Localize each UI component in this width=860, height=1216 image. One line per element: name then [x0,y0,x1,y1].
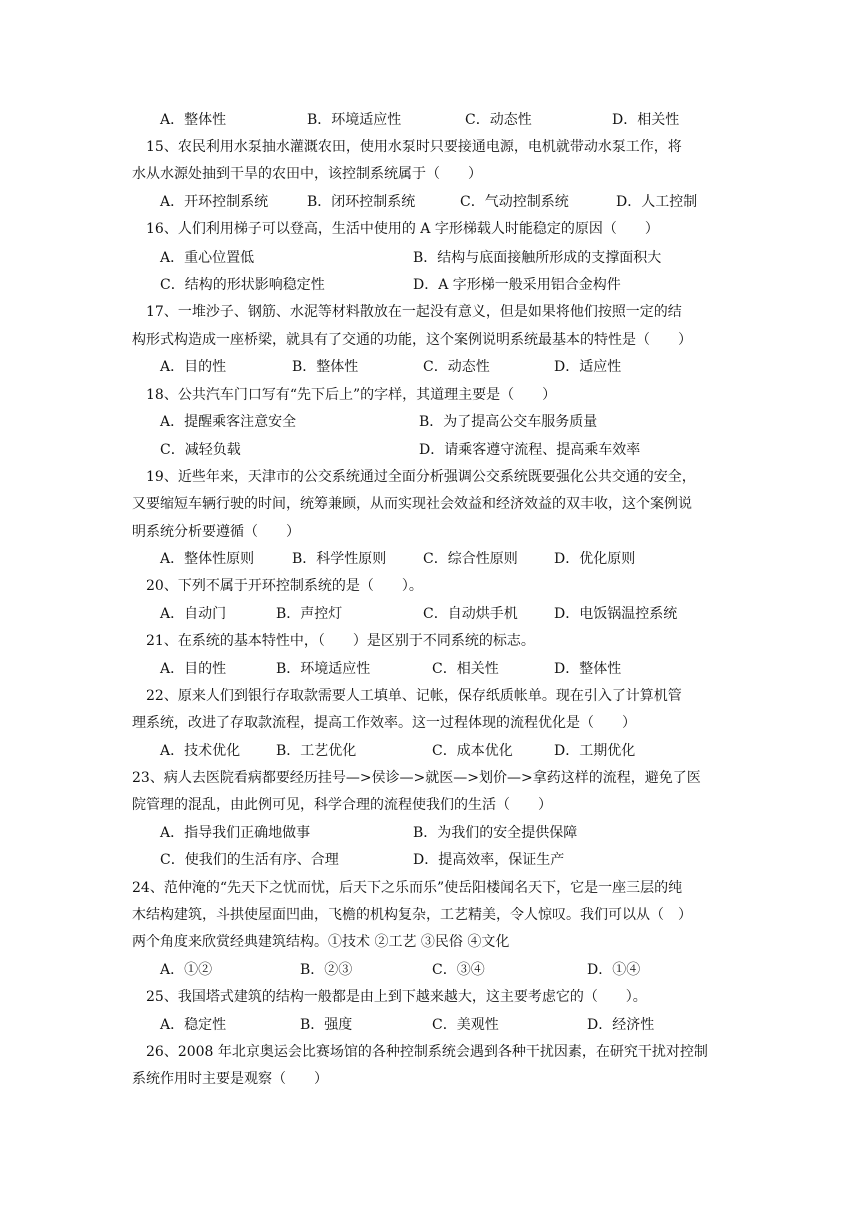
answer-option: D．经济性 [587,1017,655,1033]
answer-option: D．电饭锅温控系统 [554,606,678,622]
answer-option: A．目的性 [160,661,227,677]
question-text-line: 24、范仲淹的“先天下之忧而忧，后天下之乐而乐”使岳阳楼闻名天下，它是一座三层的纯 [132,880,683,896]
answer-option: B．强度 [300,1017,353,1033]
answer-option: A．开环控制系统 [160,194,269,210]
answer-option: B．声控灯 [276,606,343,622]
answer-option: D．人工控制 [616,194,698,210]
answer-option: D．工期优化 [554,743,636,759]
answer-option: A．目的性 [160,359,227,375]
answer-option: B．为了提高公交车服务质量 [419,414,598,430]
answer-option: B．②③ [300,962,353,978]
answer-option: C．气动控制系统 [460,194,569,210]
answer-option: B．科学性原则 [292,551,387,567]
answer-option: C．结构的形状影响稳定性 [160,277,325,293]
question-text-line: 18、公共汽车门口写有“先下后上”的字样，其道理主要是（ ） [146,387,557,403]
answer-option: B．环境适应性 [307,112,402,128]
answer-option: B．闭环控制系统 [307,194,416,210]
answer-option: A．①② [160,962,213,978]
answer-option: D．优化原则 [554,551,636,567]
answer-option: B．为我们的安全提供保障 [413,825,578,841]
question-text-line: 19、近些年来，天津市的公交系统通过全面分析强调公交系统既要强化公共交通的安全， [146,469,696,485]
answer-option: D．①④ [587,962,641,978]
answer-option: C．相关性 [432,661,499,677]
question-text-line: 木结构建筑，斗拱使屋面凹曲，飞檐的机构复杂，工艺精美，令人惊叹。我们可以从（ ） [132,907,692,923]
answer-option: B．工艺优化 [276,743,357,759]
question-text-line: 23、病人去医院看病都要经历挂号—>侯诊—>就医—>划价—>拿药这样的流程，避免了医 [132,770,701,786]
question-text-line: 院管理的混乱，由此例可见，科学合理的流程使我们的生活（ ） [132,797,552,813]
answer-option: A．稳定性 [160,1017,227,1033]
answer-option: C．使我们的生活有序、合理 [160,852,339,868]
answer-option: C．综合性原则 [423,551,518,567]
question-text-line: 17、一堆沙子、钢筋、水泥等材料散放在一起没有意义，但是如果将他们按照一定的结 [146,304,682,320]
answer-option: B．环境适应性 [276,661,371,677]
answer-option: C．减轻负载 [160,442,241,458]
answer-option: D．整体性 [554,661,622,677]
question-text-line: 明系统分析要遵循（ ） [132,524,300,540]
question-text-line: 又要缩短车辆行驶的时间，统筹兼顾，从而实现社会效益和经济效益的双丰收，这个案例说 [132,496,692,512]
answer-option: C．动态性 [423,359,490,375]
answer-option: A．整体性 [160,112,227,128]
answer-option: B．整体性 [292,359,359,375]
answer-option: D．适应性 [554,359,622,375]
answer-option: D．相关性 [612,112,680,128]
question-text-line: 22、原来人们到银行存取款需要人工填单、记帐，保存纸质帐单。现在引入了计算机管 [146,688,682,704]
answer-option: A．指导我们正确地做事 [160,825,311,841]
answer-option: A．整体性原则 [160,551,255,567]
question-text-line: 25、我国塔式建筑的结构一般都是由上到下越来越大，这主要考虑它的（ ）。 [146,989,647,1005]
question-text-line: 两个角度来欣赏经典建筑结构。①技术 ②工艺 ③民俗 ④文化 [132,934,510,950]
question-text-line: 构形式构造成一座桥梁，就具有了交通的功能，这个案例说明系统最基本的特性是（ ） [132,332,692,348]
question-text-line: 15、农民利用水泵抽水灌溉农田，使用水泵时只要接通电源，电机就带动水泵工作，将 [146,139,682,155]
answer-option: D．提高效率，保证生产 [413,852,565,868]
question-text-line: 21、在系统的基本特性中，（ ）是区别于不同系统的标志。 [146,633,535,649]
answer-option: A．提醒乘客注意安全 [160,414,297,430]
answer-option: C．③④ [432,962,485,978]
question-text-line: 26、2008 年北京奥运会比赛场馆的各种控制系统会遇到各种干扰因素，在研究干扰对控制 [146,1044,708,1060]
answer-option: B．结构与底面接触所形成的支撑面积大 [413,250,662,266]
question-text-line: 20、下列不属于开环控制系统的是（ ）。 [146,578,423,594]
answer-option: A．技术优化 [160,743,241,759]
answer-option: C．自动烘手机 [423,606,518,622]
question-text-line: 水从水源处抽到干旱的农田中，该控制系统属于（ ） [132,166,482,182]
answer-option: C．动态性 [465,112,532,128]
question-text-line: 理系统，改进了存取款流程，提高工作效率。这一过程体现的流程优化是（ ） [132,715,636,731]
answer-option: A．重心位置低 [160,250,255,266]
question-text-line: 系统作用时主要是观察（ ） [132,1071,328,1087]
answer-option: C．美观性 [432,1017,499,1033]
answer-option: D．A 字形梯一般采用铝合金构件 [413,277,621,293]
answer-option: A．自动门 [160,606,227,622]
answer-option: C．成本优化 [432,743,513,759]
answer-option: D．请乘客遵守流程、提高乘车效率 [419,442,641,458]
question-text-line: 16、人们利用梯子可以登高，生活中使用的 A 字形梯载人时能稳定的原因（ ） [146,221,659,237]
